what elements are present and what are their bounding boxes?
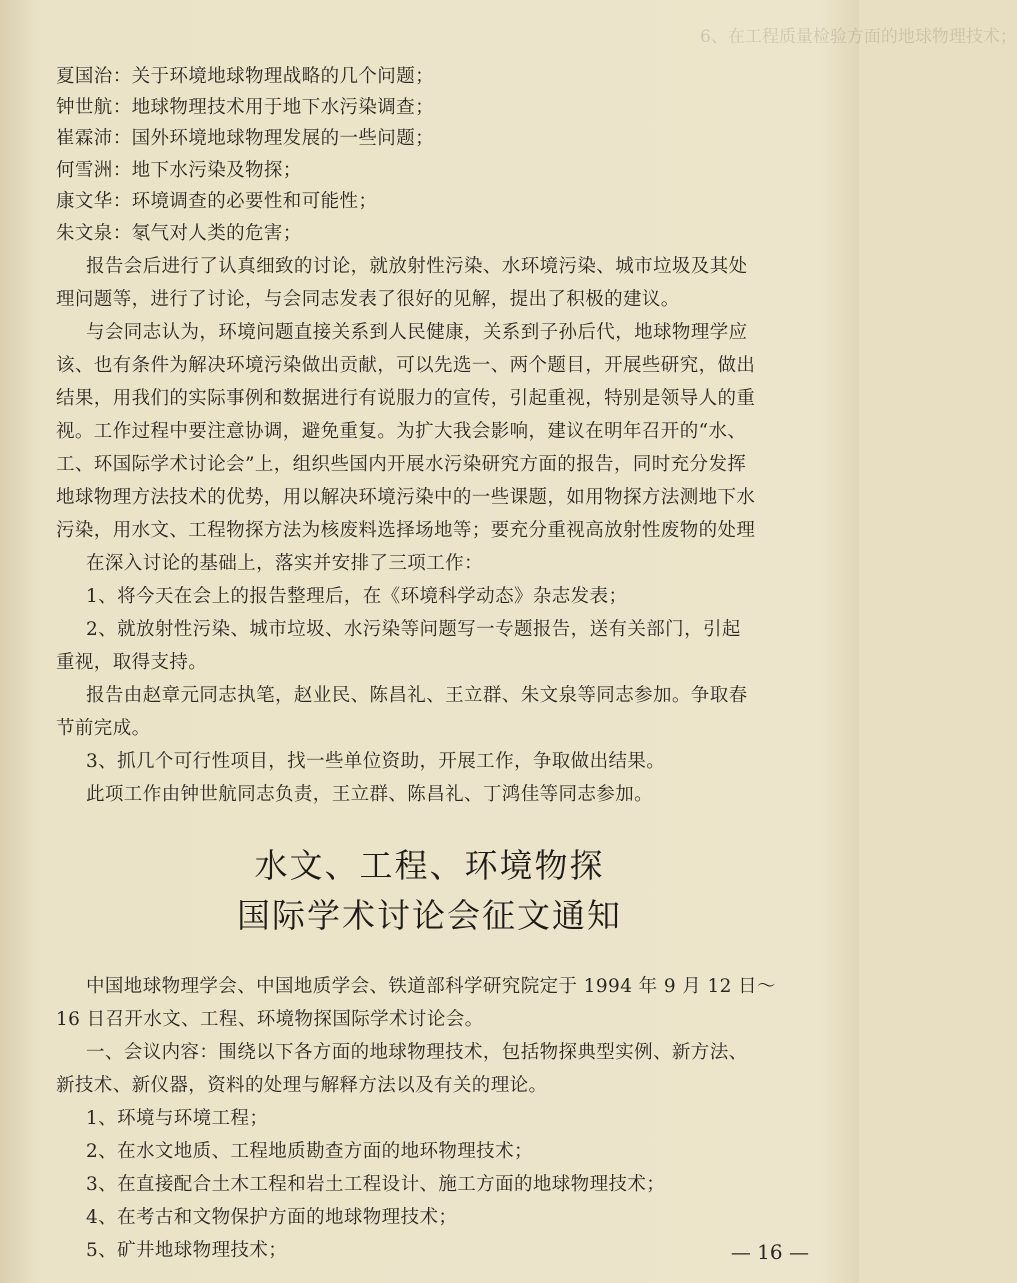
body-text-line: 视。工作过程中要注意协调，避免重复。为扩大我会影响，建议在明年召开的“水、 bbox=[56, 421, 747, 442]
body-text-line: 污染，用水文、工程物探方法为核废料选择场地等；要充分重视高放射性废物的处理 bbox=[56, 520, 756, 541]
body-text-line: 与会同志认为，环境问题直接关系到人民健康，关系到子孙后代，地球物理学应 bbox=[86, 322, 748, 343]
body-text-line: 报告会后进行了认真细致的讨论，就放射性污染、水环境污染、城市垃圾及其处 bbox=[86, 256, 748, 277]
body-text-line: 2、就放射性污染、城市垃圾、水污染等问题写一专题报告，送有关部门，引起 bbox=[86, 619, 741, 640]
notice-text-line: 16 日召开水文、工程、环境物探国际学术讨论会。 bbox=[56, 1009, 484, 1030]
notice-text-line: 2、在水文地质、工程地质勘查方面的地环物理技术； bbox=[86, 1141, 533, 1162]
body-text-line: 理问题等，进行了讨论，与会同志发表了很好的见解，提出了积极的建议。 bbox=[56, 289, 680, 310]
body-text-line: 此项工作由钟世航同志负责，王立群、陈昌礼、丁鸿佳等同志参加。 bbox=[86, 784, 654, 805]
speaker-line: 何雪洲：地下水污染及物探； bbox=[56, 160, 302, 181]
body-text-line: 报告由赵章元同志执笔，赵业民、陈昌礼、王立群、朱文泉等同志参加。争取春 bbox=[86, 685, 748, 706]
body-text-line: 3、抓几个可行性项目，找一些单位资助，开展工作，争取做出结果。 bbox=[86, 751, 666, 772]
notice-title-line-1: 水文、工程、环境物探 bbox=[254, 846, 605, 885]
body-text-line: 地球物理方法技术的优势，用以解决环境污染中的一些课题，如用物探方法测地下水 bbox=[56, 487, 756, 508]
notice-text-line: 5、矿井地球物理技术； bbox=[86, 1240, 288, 1261]
body-text-line: 该、也有条件为解决环境污染做出贡献，可以先选一、两个题目，开展些研究，做出 bbox=[56, 355, 756, 376]
speaker-line: 崔霖沛：国外环境地球物理发展的一些问题； bbox=[56, 128, 435, 149]
notice-text-line: 4、在考古和文物保护方面的地球物理技术； bbox=[86, 1207, 458, 1228]
body-text-line: 1、将今天在会上的报告整理后，在《环境科学动态》杂志发表； bbox=[86, 586, 628, 607]
speaker-line: 朱文泉：氡气对人类的危害； bbox=[56, 223, 302, 244]
body-text-line: 节前完成。 bbox=[56, 718, 151, 739]
body-text-line: 在深入讨论的基础上，落实并安排了三项工作： bbox=[86, 553, 483, 574]
speaker-line: 夏国治：关于环境地球物理战略的几个问题； bbox=[56, 66, 435, 87]
notice-text-line: 3、在直接配合土木工程和岩土工程设计、施工方面的地球物理技术； bbox=[86, 1174, 666, 1195]
bleed-through: 6、在工程质量检验方面的地球物理技术； bbox=[700, 27, 1017, 47]
speaker-line: 钟世航：地球物理技术用于地下水污染调查； bbox=[56, 97, 435, 118]
body-text-line: 结果，用我们的实际事例和数据进行有说服力的宣传，引起重视，特别是领导人的重 bbox=[56, 388, 756, 409]
notice-text-line: 一、会议内容：围绕以下各方面的地球物理技术，包括物探典型实例、新方法、 bbox=[86, 1042, 748, 1063]
notice-text-line: 中国地球物理学会、中国地质学会、铁道部科学研究院定于 1994 年 9 月 12 日～ bbox=[86, 976, 776, 997]
notice-title-line-2: 国际学术讨论会征文通知 bbox=[237, 896, 622, 935]
notice-text-line: 新技术、新仪器，资料的处理与解释方法以及有关的理论。 bbox=[56, 1075, 548, 1096]
page-number: — 16 — bbox=[730, 1240, 809, 1264]
notice-text-line: 1、环境与环境工程； bbox=[86, 1108, 269, 1129]
body-text-line: 工、环国际学术讨论会”上，组织些国内开展水污染研究方面的报告，同时充分发挥 bbox=[56, 454, 747, 475]
body-text-line: 重视，取得支持。 bbox=[56, 652, 208, 673]
speaker-line: 康文华：环境调查的必要性和可能性； bbox=[56, 191, 378, 212]
